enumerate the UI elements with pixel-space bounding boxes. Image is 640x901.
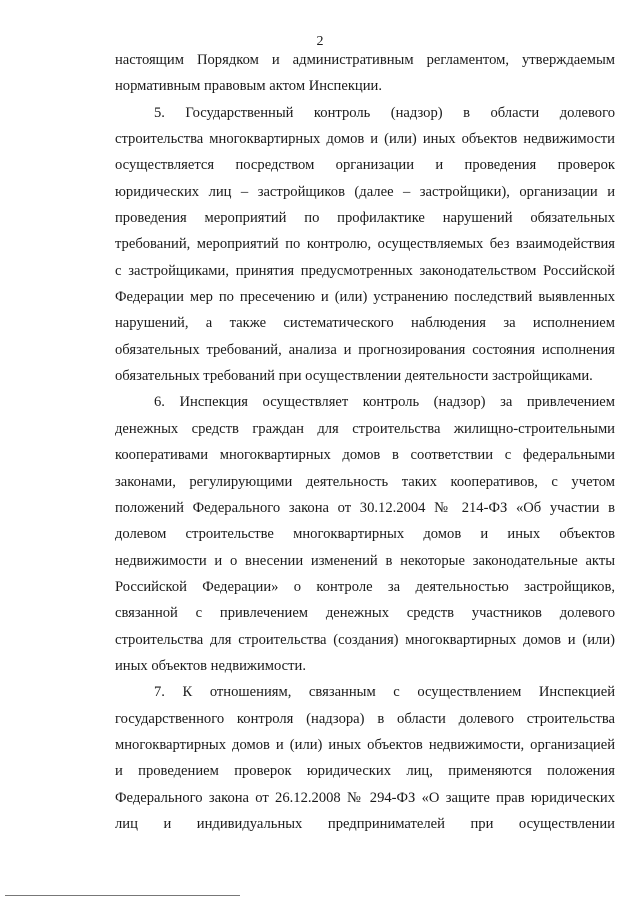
text-line: с застройщиками, принятия предусмотренных законодательством Российской [115,262,615,279]
text-line: нарушений, а также систематического наблюдения за исполнением [115,315,615,332]
text-line: положений Федерального закона от 30.12.2004 № 214-ФЗ «Об участии в [115,499,615,516]
text-line: настоящим Порядком и административным регламентом, утверждаемым [115,52,615,68]
text-line: обязательных требований при осуществлении деятельности застройщиками. [115,368,593,385]
page-number: 2 [316,34,324,49]
text-line: иных объектов недвижимости. [115,657,306,674]
text-line: денежных средств граждан для строительства жилищно-строительными [115,420,615,437]
text-line: и проведением проверок юридических лиц, применяются положения [115,763,615,780]
text-line: недвижимости и о внесении изменений в некоторые законодательные акты [115,552,615,569]
text-line: лиц и индивидуальных предпринимателей при осуществлении [115,815,615,832]
text-line: осуществляется посредством организации и проведения проверок [115,157,615,174]
footer-divider [5,895,240,896]
text-line: Федерального закона от 26.12.2008 № 294-ФЗ «О защите прав юридических [115,789,615,806]
text-line: Российской Федерации» о контроле за деятельностью застройщиков, [115,578,615,595]
paragraph-5-first-line: 5. Государственный контроль (надзор) в области долевого [154,104,615,121]
document-body [115,47,615,837]
text-line: кооперативами многоквартирных домов в соответствии с федеральными [115,447,615,464]
text-line: обязательных требований, анализа и прогнозирования состояния исполнения [115,341,615,358]
paragraph-7-first-line: 7. К отношениям, связанным с осуществлением Инспекцией [154,684,615,701]
text-line: многоквартирных домов и (или) иных объектов недвижимости, организацией [115,736,615,753]
text-line: долевом строительстве многоквартирных домов и иных объектов [115,526,615,543]
text-line: государственного контроля (надзора) в области долевого строительства [115,710,615,727]
text-line: проведения мероприятий по профилактике нарушений обязательных [115,210,615,227]
text-line: юридических лиц – застройщиков (далее – застройщики), организации и [115,183,615,200]
text-line: Федерации мер по пресечению и (или) устранению последствий выявленных [115,289,615,306]
text-line: требований, мероприятий по контролю, осуществляемых без взаимодействия [115,236,615,253]
text-line: строительства для строительства (создания) многоквартирных домов и (или) [115,631,615,648]
text-line: нормативным правовым актом Инспекции. [115,78,382,95]
paragraph-6-first-line: 6. Инспекция осуществляет контроль (надзор) за привлечением [154,394,615,411]
text-line: связанной с привлечением денежных средств участников долевого [115,605,615,622]
text-line: строительства многоквартирных домов и (или) иных объектов недвижимости [115,131,615,148]
text-line: законами, регулирующими деятельность таких кооперативов, с учетом [115,473,615,490]
